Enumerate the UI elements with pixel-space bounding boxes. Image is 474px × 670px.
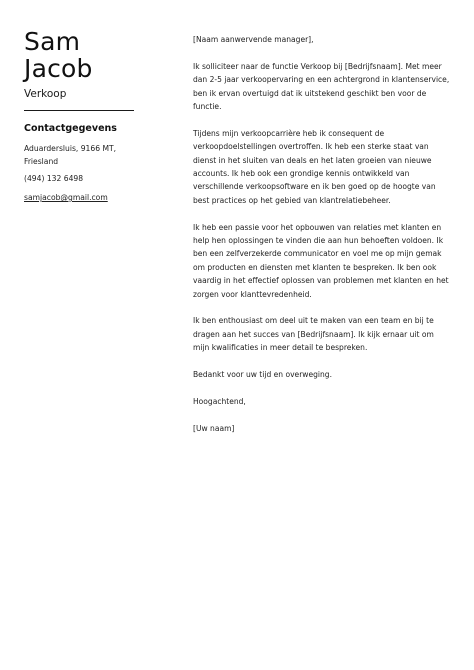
letter-thanks: Bedankt voor uw tijd en overweging.	[193, 370, 332, 380]
first-name: Sam	[24, 27, 81, 56]
divider	[24, 110, 134, 111]
contact-address: Aduardersluis, 9166 MT, Friesland	[24, 144, 117, 166]
letter-closing: Hoogachtend,	[193, 396, 246, 406]
letter-paragraph: Tijdens mijn verkoopcarrière heb ik consequent de verkoopdoelstellingen overtroffen. Ik heb een sterke staat van dienst in het sluiten van deals en het laten groeien van nieuwe accounts. Ik heb ook een grondige kennis ontwikkeld van verschillende verkoopsoftware en ik ben goed op de hoogte van best practices op het gebied van klantrelatiebeheer.	[193, 128, 436, 205]
last-name: Jacob	[24, 54, 93, 83]
sidebar	[24, 28, 136, 204]
letter-paragraph: Ik solliciteer naar de functie Verkoop bij [Bedrijfsnaam]. Met meer dan 2-5 jaar verkoopervaring en een achtergrond in klantenservice, ben ik ervan overtuigd dat ik uitstekend geschikt ben voor de functie.	[193, 61, 450, 112]
letter-signature: [Uw naam]	[193, 423, 235, 433]
contact-email-link[interactable]: samjacob@gmail.com	[24, 193, 108, 202]
letter-salutation: [Naam aanwervende manager],	[193, 35, 314, 44]
letter-body	[193, 33, 450, 448]
letter-paragraph: Ik ben enthousiast om deel uit te maken van een team en bij te dragen aan het succes van [Bedrijfsnaam]. Ik kijk ernaar uit om mijn kwalificaties in meer detail te bespreken.	[193, 316, 434, 353]
job-title: Verkoop	[24, 88, 67, 100]
letter-paragraph: Ik heb een passie voor het opbouwen van relaties met klanten en help hen oplossingen te vinden die aan hun behoeften voldoen. Ik ben een zelfverzekerde communicator en voel me op mijn gemak om producten en diensten met klanten te bespreken. Ik ben ook vaardig in het effectief oplossen van problemen met klanten en het zorgen voor klanttevredenheid.	[193, 222, 449, 299]
contact-heading: Contactgegevens	[24, 123, 117, 134]
contact-phone: (494) 132 6498	[24, 174, 84, 183]
